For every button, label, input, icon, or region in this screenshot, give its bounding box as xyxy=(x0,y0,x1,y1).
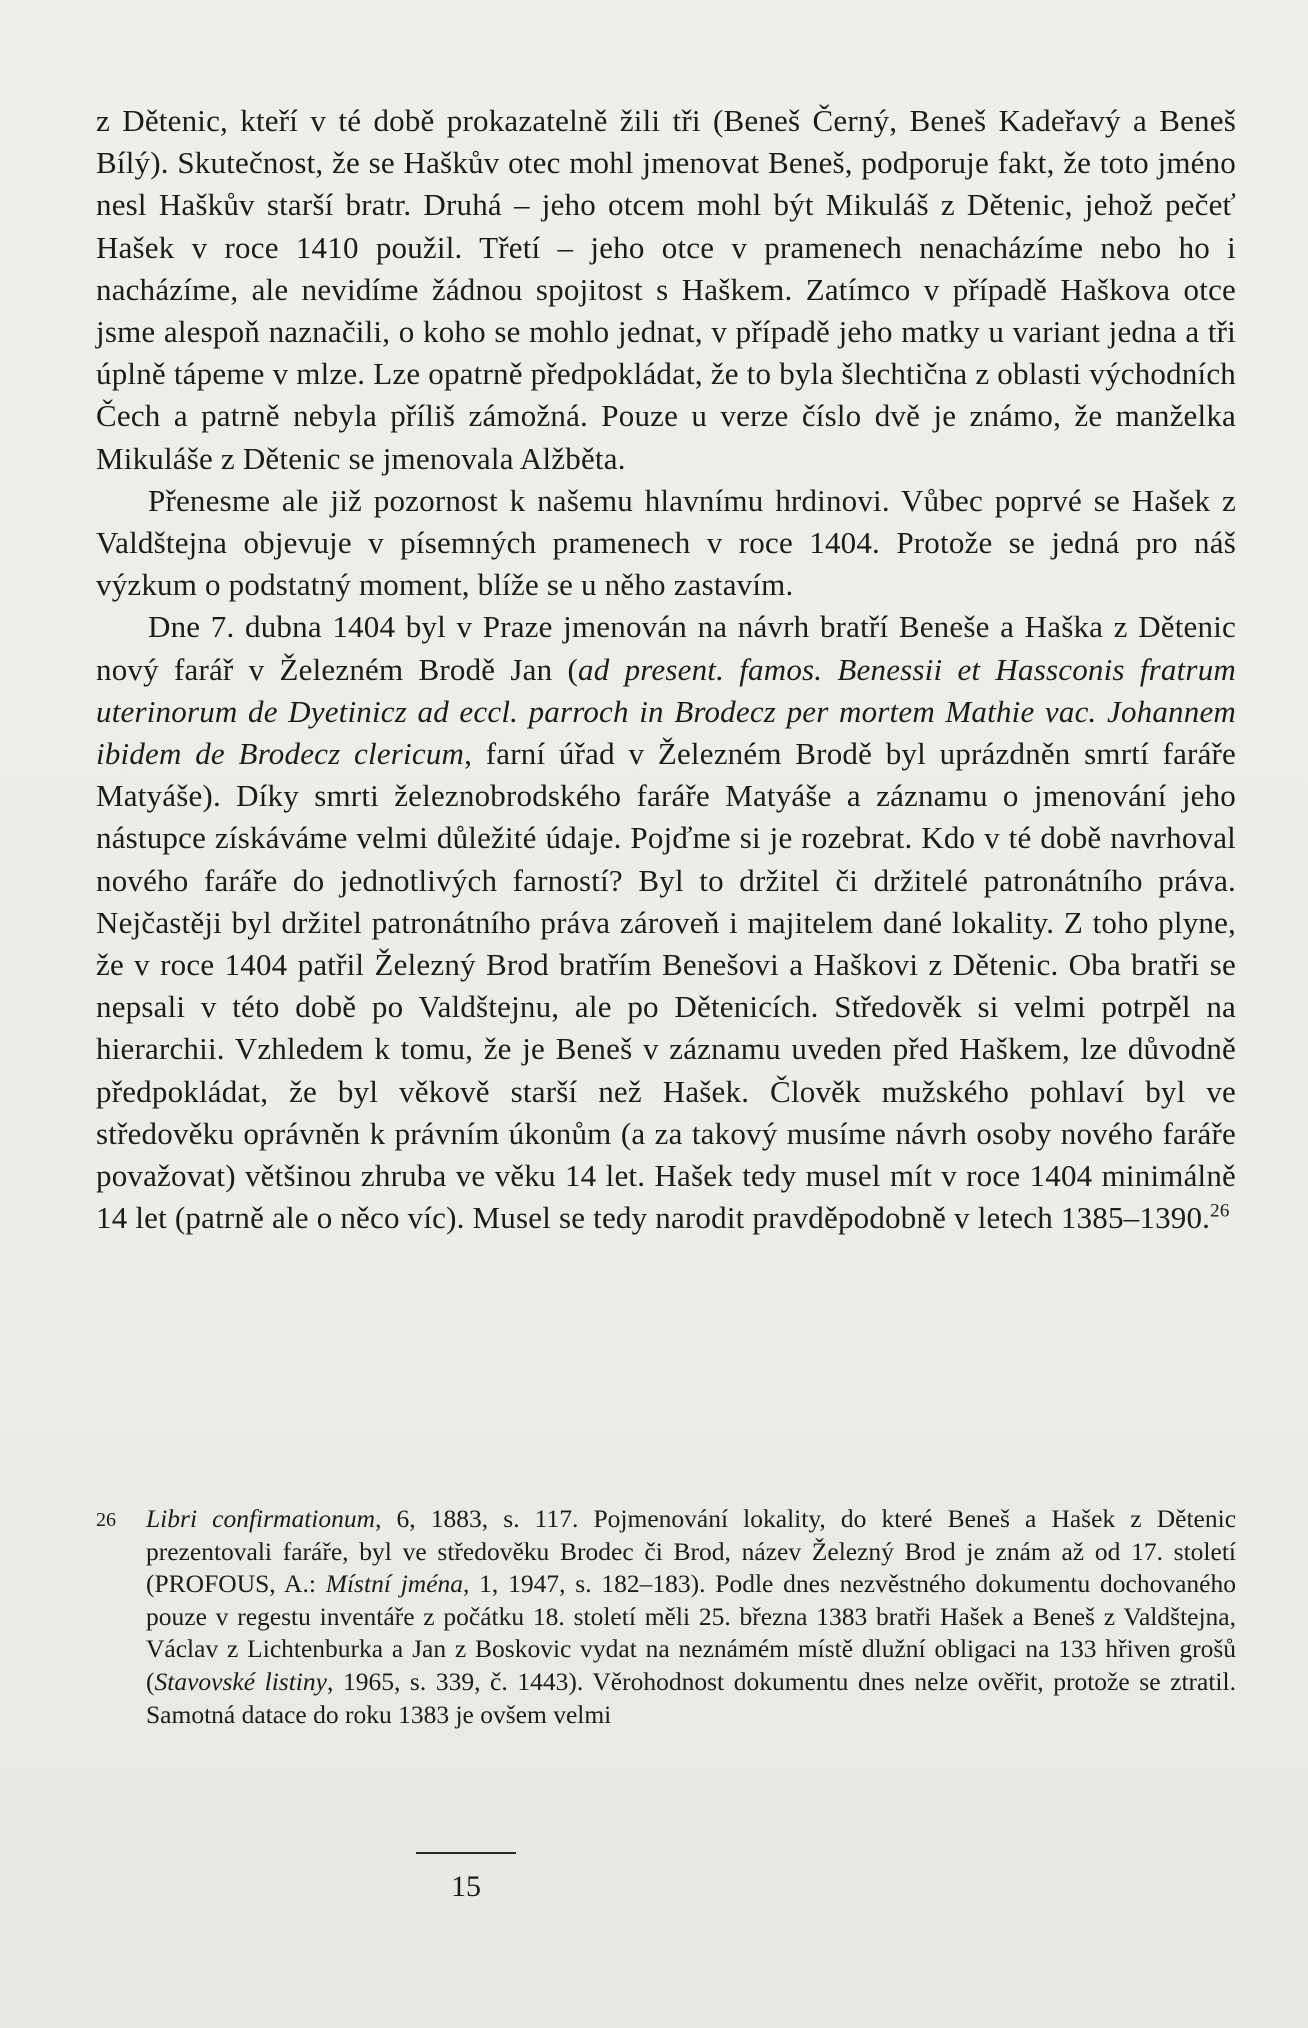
footnote-source-3: Stavovské listiny xyxy=(154,1666,327,1696)
main-text xyxy=(96,100,1236,1239)
footnote-source-1: Libri confirmationum xyxy=(146,1504,376,1533)
latin-quote: ad present. famos. Benessii et Hassconis fratrum uterinorum de Dyetinicz ad eccl. parroch in Brodecz per mortem Mathie vac. Johannem ibidem de Brodecz clericum xyxy=(96,651,1236,772)
footnote-reference[interactable]: 26 xyxy=(1210,1200,1230,1222)
footnote-text-3: , 1965, s. 339, č. 1443). Věrohodnost dokumentu dnes nelze ověřit, protože se ztratil. Samotná datace do roku 1383 je ovšem velmi xyxy=(146,1666,1236,1729)
footnote xyxy=(96,1503,1236,1731)
paragraph-3-text-2: , farní úřad v Železném Brodě byl uprázdněn smrtí faráře Matyáše). Díky smrti železnobrodského faráře Matyáše a záznamu o jmenování jeho nástupce získáváme velmi důležité údaje. Pojďme si je rozebrat. Kdo v té době navrhoval nového faráře do jednotlivých farností? Byl to držitel či držitelé patronátního práva. Nejčastěji byl držitel patronátního práva zároveň i majitelem dané lokality. Z toho plyne, že v roce 1404 patřil Železný Brod bratřím Benešovi a Haškovi z Dětenic. Oba bratři se nepsali v této době po Valdštejnu, ale po Dětenicích. Středověk si velmi potrpěl na hierarchii. Vzhledem k tomu, že je Beneš v záznamu uveden před Haškem, lze důvodně předpokládat, že byl věkově starší než Hašek. Člověk mužského pohlaví byl ve středověku oprávněn k právním úkonům (a za takový musíme návrh osoby nového faráře považovat) většinou zhruba ve věku 14 let. Hašek tedy musel mít v roce 1404 minimálně 14 let (patrně ale o něco víc). Musel se tedy narodit pravděpodobně v letech 1385–1390. xyxy=(96,736,1237,1236)
paragraph-3 xyxy=(96,606,1236,1239)
page-number-rule xyxy=(416,1852,516,1854)
footnote-number: 26 xyxy=(96,1509,116,1531)
footnote-text-2: , 1, 1947, s. 182–183). Podle dnes nezvěstného dokumentu dochovaného pouze v regestu inventáře z počátku 18. století měli 25. března 1383 bratři Hašek a Beneš z Valdštejna, Václav z Lichtenburka a Jan z Boskovic vydat na neznámém místě dlužní obligaci na 133 hřiven grošů ( xyxy=(146,1569,1236,1696)
paragraph-1: z Dětenic, kteří v té době prokazatelně žili tři (Beneš Černý, Beneš Kadeřavý a Beneš Bílý). Skutečnost, že se Haškův otec mohl jmenovat Beneš, podporuje fakt, že toto jméno nesl Haškův starší bratr. Druhá – jeho otcem mohl být Mikuláš z Dětenic, jehož pečeť Hašek v roce 1410 použil. Třetí – jeho otce v pramenech nenacházíme nebo ho i nacházíme, ale nevidíme žádnou spojitost s Haškem. Zatímco v případě Haškova otce jsme alespoň naznačili, o koho se mohlo jednat, v případě jeho matky u variant jedna a tři úplně tápeme v mlze. Lze opatrně předpokládat, že to byla šlechtična z oblasti východních Čech a patrně nebyla příliš zámožná. Pouze u verze číslo dvě je známo, že manželka Mikuláše z Dětenic se jmenovala Alžběta. xyxy=(96,103,1236,476)
paragraph-2: Přenesme ale již pozornost k našemu hlavnímu hrdinovi. Vůbec poprvé se Hašek z Valdštejna objevuje v písemných pramenech v roce 1404. Protože se jedná pro náš výzkum o podstatný moment, blíže se u něho zastavím. xyxy=(96,482,1236,603)
page-number: 15 xyxy=(451,1870,481,1903)
footnote-source-2: Místní jména xyxy=(325,1569,464,1599)
footnote-text-1: , 6, 1883, s. 117. Pojmenování lokality, do které Beneš a Hašek z Dětenic prezentovali faráře, byl ve středověku Brodec či Brod, název Železný Brod je znám až od 17. století (PROFOUS, A.: xyxy=(146,1504,1237,1599)
footnote-text xyxy=(146,1503,1236,1731)
paragraph-3-text-1: Dne 7. dubna 1404 byl v Praze jmenován na návrh bratří Beneše a Haška z Dětenic nový farář v Železném Brodě Jan ( xyxy=(96,609,1236,687)
